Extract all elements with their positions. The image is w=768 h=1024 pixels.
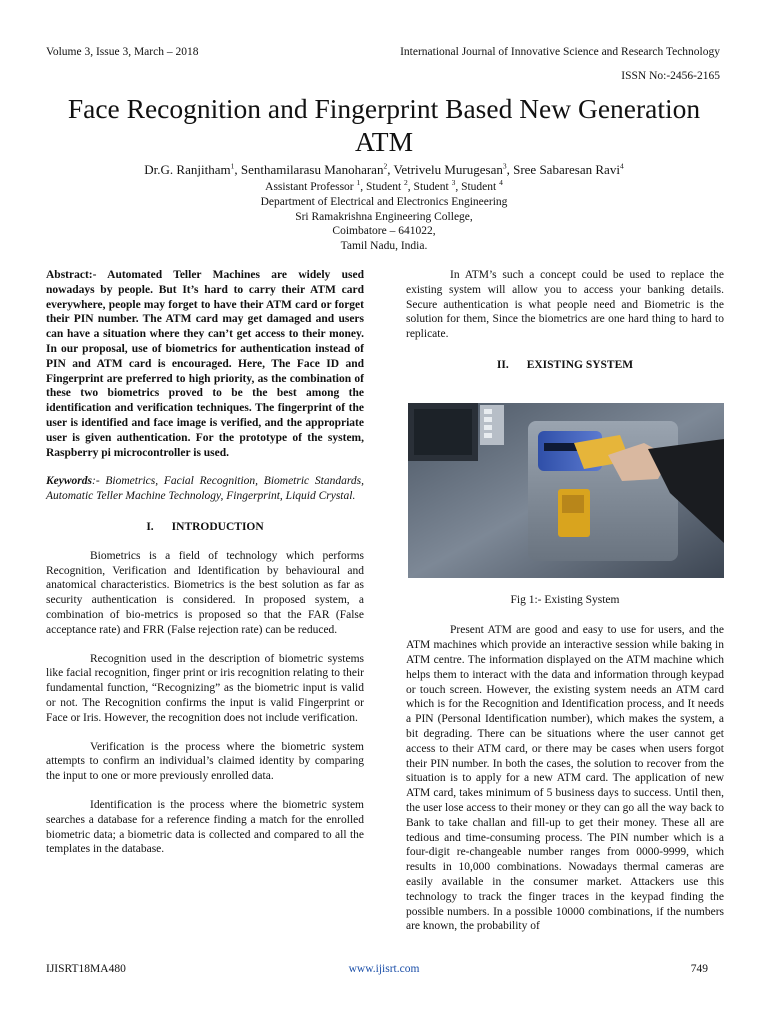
figure-caption: Fig 1:- Existing System — [510, 593, 620, 606]
intro-paragraph-verification: Verification is the process where the biometric system attempts to confirm an individual’s claimed identity by comparing the input to one or more previously enrolled data. — [46, 740, 364, 783]
section-number: II. — [496, 358, 509, 371]
intro-paragraph-biometrics: Biometrics is a field of technology which performs Recognition, Verification and Identification by behavioural and anatomical characteristics. Biometrics is the best solution as far as security authentication is considered. In proposed system, a combination of bio-metrics is proposed so that the FAR (False acceptance rate) and FRR (False rejection rate) can be reduced. — [46, 549, 364, 636]
section-heading-existing-system — [406, 358, 724, 373]
department: Department of Electrical and Electronics Engineering — [260, 195, 508, 208]
affiliation-block — [60, 180, 708, 254]
abstract: Abstract:- Automated Teller Machines are widely used nowadays by people. But It’s hard to carry their ATM card everywhere, people may forget to have their ATM card or forget their PIN number. The ATM card may get damaged and users can have a situation where they can’t get access to their money. In our proposal, use of biometrics for authentication instead of PIN and ATM card is encouraged. Here, The Face ID and Fingerprint are preferred to high priority, as the combination of these two biometrics proved to be the best among the identification and verification techniques. The fingerprint of the user is identified and face image is verified, and the appropriate user is given authentication. For the prototype of the system, Raspberry pi microcontroller is used. — [46, 269, 364, 459]
state-country: Tamil Nadu, India. — [340, 240, 428, 253]
role-index: 4 — [499, 178, 503, 188]
paper-title: Face Recognition and Fingerprint Based New Generation ATM — [67, 93, 701, 157]
page-number: 749 — [690, 963, 708, 975]
intro-paragraph-identification: Identification is the process where the biometric system searches a database for a reference finding a match for the enrolled biometric data; a biometric data is collected and compared to all the templates in the database. — [46, 798, 364, 856]
role-index: 3 — [451, 178, 456, 188]
city: Coimbatore – 641022, — [332, 225, 436, 238]
author-name: , Senthamilarasu Manoharan — [234, 162, 384, 177]
atm-card-photo — [408, 403, 724, 578]
role-index: 1 — [356, 178, 361, 188]
existing-system-paragraph: Present ATM are good and easy to use for users, and the ATM machines which provide an interactive session while baking in ATM centre. The information displayed on the ATM machine which helps them to interact with the data and information through keypad or touch screen. However, the existing system needs an ATM card which is for the Recognition and Identification process, and It needs a PIN (Personal Identification number), which makes the system, a bit degrading. There can be situations where the user cannot get access to their ATM card, or there may be cases when users forgot their PIN number. In both the cases, the solution to recover from the situation is to apply for a new ATM card. The application of new ATM card, takes minimum of 5 business days to success. Until then, the user lose access to their money or they can go all the way back to Bank to take challan and fill-up to get their money. These all are tedious and time-consuming process. The PIN number which is a four-digit re-changeable number ranges from 0000-9999, which results in 10,000 combinations. Nowadays thermal cameras are easily available in the consumer market. Attackers use this technology to track the finger traces in the keypad finding the possible numbers. In a possible 10000 combinations, if the numbers are known, the probability of — [406, 624, 724, 933]
role-index: 2 — [404, 178, 408, 188]
role-text: , Student — [407, 181, 452, 193]
keywords-label: Keywords — [46, 475, 92, 488]
journal-name: International Journal of Innovative Science and Research Technology — [400, 46, 720, 58]
issn: ISSN No:-2456-2165 — [621, 70, 720, 82]
keywords-text: :- Biometrics, Facial Recognition, Biometric Standards, Automatic Teller Machine Technology, Fingerprint, Liquid Crystal. — [46, 475, 364, 503]
author-name: , Vetrivelu Murugesan — [387, 162, 503, 177]
section-title: EXISTING SYSTEM — [526, 358, 634, 371]
author-name: , Sree Sabaresan Ravi — [506, 162, 620, 177]
right-column — [406, 268, 724, 934]
atm-concept-paragraph: In ATM’s such a concept could be used to replace the existing system will allow you to access your banking details. Secure authentication is what people need and Biometric is the solution for them, Since the biometrics are one hard thing to hard to replicate. — [406, 269, 724, 341]
section-number: I. — [146, 520, 154, 533]
author-name: Dr.G. Ranjitham — [144, 162, 231, 177]
role-text: , Student — [360, 181, 405, 193]
author-roles — [60, 180, 708, 195]
author-index: 3 — [502, 161, 507, 171]
journal-website: www.ijisrt.com — [348, 963, 420, 975]
author-index: 2 — [383, 161, 388, 171]
keywords — [46, 474, 364, 504]
role-text: , Student — [455, 181, 500, 193]
college: Sri Ramakrishna Engineering College, — [295, 210, 473, 223]
left-column — [46, 268, 364, 857]
volume-info: Volume 3, Issue 3, March – 2018 — [46, 46, 199, 58]
author-index: 4 — [619, 161, 624, 171]
intro-paragraph-recognition: Recognition used in the description of biometric systems like facial recognition, finger print or iris recognition relating to their fundamental function, “Recognizing” as the biometric input is valid or not. The Recognition confirms the input is valid Fingerprint or Face or Iris. However, the recognition does not include verification. — [46, 652, 364, 724]
paper-id: IJISRT18MA480 — [46, 963, 126, 975]
author-index: 1 — [230, 161, 235, 171]
section-heading-introduction — [46, 520, 364, 535]
author-list — [60, 161, 708, 179]
section-title: INTRODUCTION — [171, 520, 264, 533]
role-text: Assistant Professor — [265, 181, 357, 193]
